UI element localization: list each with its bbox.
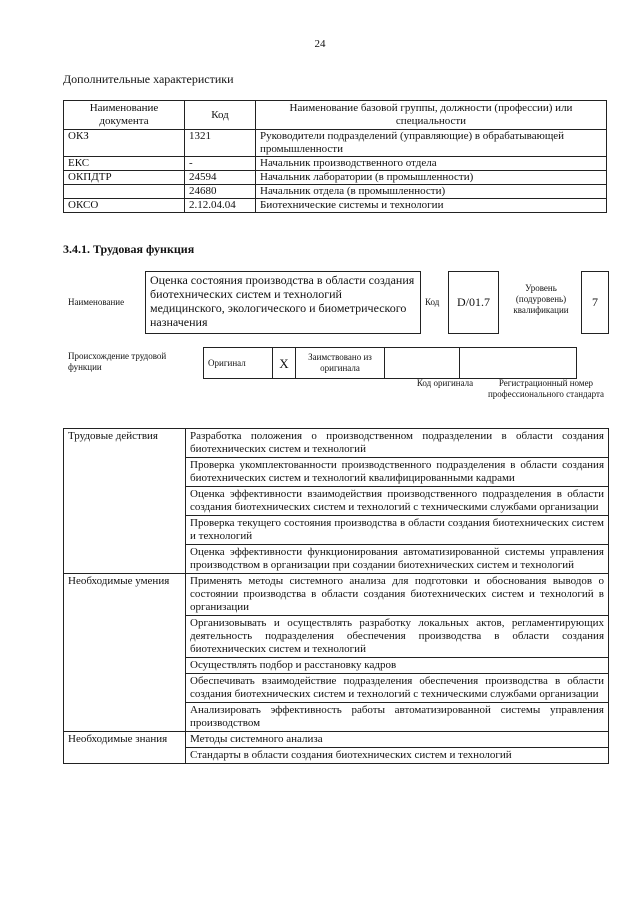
table-row (64, 732, 609, 748)
column-header-name: Наименование базовой группы, должности (профессии) или специальности (256, 101, 607, 130)
page-number: 24 (314, 38, 326, 50)
table-header-row (64, 101, 607, 130)
function-name-box: Оценка состояния производства в области создания биотехнических систем и технологий медицинского, экологического и биометрического назначения (145, 271, 421, 334)
origin-label: Происхождение трудовой функции (68, 351, 167, 372)
table-row (64, 429, 609, 458)
cell-document: ОКПДТР (64, 171, 185, 185)
table-row (64, 199, 607, 213)
registration-number-caption: Регистрационный номер профессионального стандарта (487, 378, 605, 399)
section-title: Дополнительные характеристики (63, 72, 234, 86)
cell-document: ОКЗ (64, 130, 185, 157)
section-label: Необходимые умения (64, 574, 186, 732)
qualification-level-label: Уровень (подуровень) квалификации (513, 283, 569, 315)
qualification-level-value: 7 (581, 271, 609, 334)
cell-code: - (185, 157, 256, 171)
registration-number-cell (460, 348, 577, 379)
table-row (64, 185, 607, 199)
cell-document (64, 185, 185, 199)
name-label: Наименование (68, 297, 125, 307)
original-mark: X (273, 348, 296, 379)
cell-name: Начальник производственного отдела (256, 157, 607, 171)
cell-name: Биотехнические системы и технологии (256, 199, 607, 213)
original-label: Оригинал (208, 357, 246, 368)
item-text: Обеспечивать взаимодействие подразделения обеспечения производства в области создания биотехнических систем и технологий с техническими службами организации (186, 674, 609, 703)
original-code-cell (385, 348, 460, 379)
cell-code: 1321 (185, 130, 256, 157)
item-text: Осуществлять подбор и расстановку кадров (186, 658, 609, 674)
cell-document: ОКСО (64, 199, 185, 213)
function-code-value: D/01.7 (448, 271, 499, 334)
code-label: Код (425, 297, 440, 307)
cell-name: Начальник лаборатории (в промышленности) (256, 171, 607, 185)
cell-document: ЕКС (64, 157, 185, 171)
item-text: Проверка текущего состояния производства в области создания биотехнических систем и технологий (186, 516, 609, 545)
item-text: Методы системного анализа (186, 732, 609, 748)
item-text: Проверка укомплектованности производственного подразделения в области создания биотехнических систем и технологий квалифицированными кадрами (186, 458, 609, 487)
column-header-code: Код (185, 101, 256, 130)
original-code-caption: Код оригинала (416, 378, 474, 388)
cell-code: 24594 (185, 171, 256, 185)
origin-table (203, 347, 577, 379)
item-text: Оценка эффективности взаимодействия производственного подразделения в области создания биотехнических систем и технологий с техническими службами организации (186, 487, 609, 516)
table-row (64, 130, 607, 157)
labor-function-table (63, 428, 609, 764)
item-text: Применять методы системного анализа для подготовки и обоснования выводов о состоянии производства в области создания биотехнических систем и технологий в организации (186, 574, 609, 616)
item-text: Оценка эффективности функционирования автоматизированной системы управления производством в организации при создании биотехнических систем и технологий (186, 545, 609, 574)
original-cell (204, 348, 273, 379)
item-text: Организовывать и осуществлять разработку локальных актов, регламентирующих деятельность подразделения обеспечения производства в области создания биотехнических систем и технологий (186, 616, 609, 658)
additional-characteristics-table (63, 100, 607, 213)
table-row (64, 574, 609, 616)
cell-code: 24680 (185, 185, 256, 199)
table-row (64, 157, 607, 171)
function-heading: 3.4.1. Трудовая функция (63, 242, 195, 256)
item-text: Разработка положения о производственном подразделении в области создания биотехнических систем и технологий (186, 429, 609, 458)
borrowed-label: Заимствовано из оригинала (296, 348, 385, 379)
section-label: Трудовые действия (64, 429, 186, 574)
cell-name: Руководители подразделений (управляющие) в обрабатывающей промышленности (256, 130, 607, 157)
item-text: Стандарты в области создания биотехнических систем и технологий (186, 748, 609, 764)
cell-name: Начальник отдела (в промышленности) (256, 185, 607, 199)
item-text: Анализировать эффективность работы автоматизированной системы управления производством (186, 703, 609, 732)
cell-code: 2.12.04.04 (185, 199, 256, 213)
table-row (64, 171, 607, 185)
section-label: Необходимые знания (64, 732, 186, 764)
column-header-document: Наименование документа (64, 101, 185, 130)
